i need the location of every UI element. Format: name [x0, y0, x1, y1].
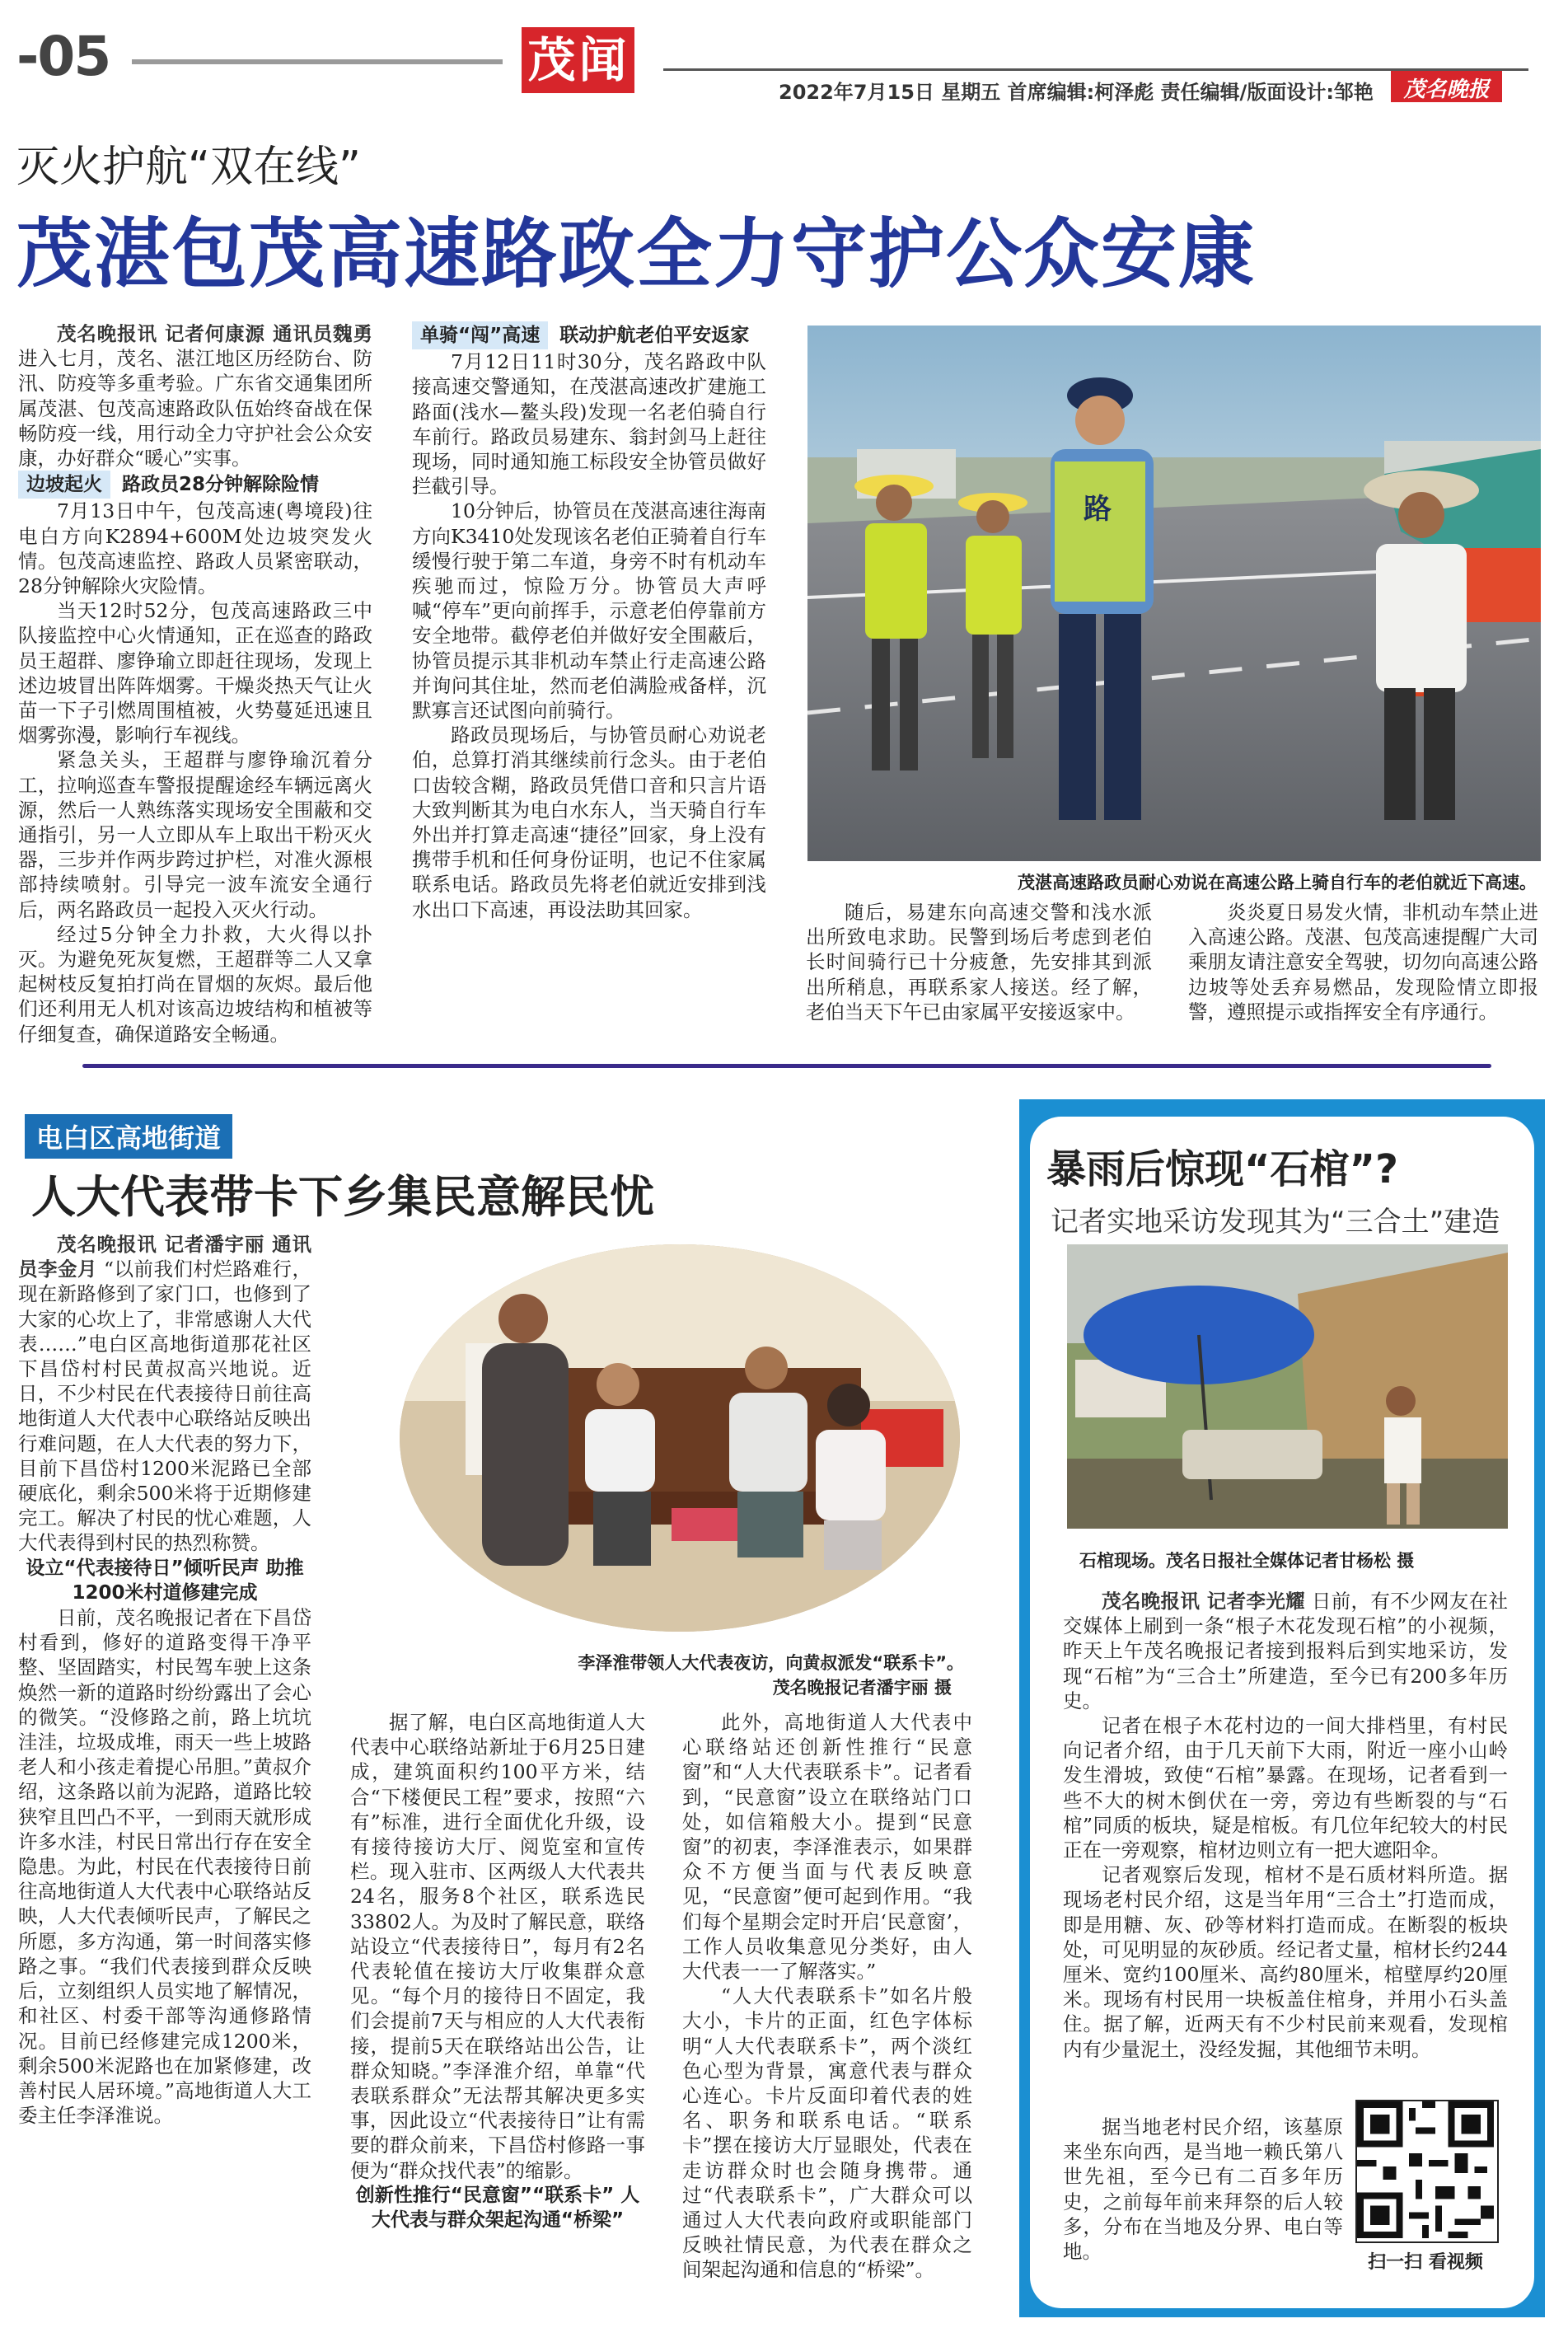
article2-paragraph: 此外，高地街道人大代表中心联络站还创新性推行“民意窗”和“人大代表联系卡”。记者看到，“民意窗”设立在联络站门口处，如信箱般大小。提到“民意窗”的初衷，李泽淮表示，如果群众不方便当面与代表反映意见，“民意窗”便可起到作用。“我们每个星期会定时开启‘民意窗’，工作人员收集意见分类好，由人大代表一一了解落实。” — [682, 1711, 972, 1984]
qr-label: 扫一扫 看视频 — [1368, 2252, 1483, 2273]
header-info: 2022年7月15日 星期五 首席编辑:柯泽彪 责任编辑/版面设计:邹艳 — [779, 81, 1374, 104]
header-rule-left — [132, 59, 503, 64]
article3-subtitle: 记者实地采访发现其为“三合土”建造 — [1051, 1206, 1500, 1239]
article2-column-1 — [18, 1232, 311, 2128]
article1-paragraph: 当天12时52分，包茂高速路政三中队接监控中心火情通知，正在巡查的路政员王超群、廖铮瑜立即赶往现场，发现上述边坡冒出阵阵烟雾。干燥炎热天气让火苗一下子引燃周围植被，火势蔓延迅速且烟雾弥漫，影响行车视线。 — [18, 599, 372, 747]
article1-paragraph: 随后，易建东向高速交警和浅水派出所致电求助。民警到场后考虑到老伯长时间骑行已十分疲惫，先安排其到派出所稍息，再联系家人接送。经了解，老伯当天下午已由家属平安接返家中。 — [806, 901, 1152, 1023]
coffin-photo — [1067, 1244, 1508, 1529]
article2-headline: 人大代表带卡下乡集民意解民忧 — [31, 1171, 654, 1223]
article1-column-3 — [806, 900, 1152, 1024]
article2-paragraph: “人大代表联系卡”如名片般大小，卡片的正面，红色字体标明“人大代表联系卡”，两个淡红色心型为背景，寓意代表与群众心连心。卡片反面印着代表的姓名、职务和联系电话。“联系卡”摆在接访大厅显眼处，代表在走访群众时也会随身携带。通过“代表联系卡”，广大群众可以通过人大代表向政府或职能部门反映社情民意，为代表在群众之间架起沟通和信息的“桥梁”。 — [682, 1984, 972, 2282]
article3-column-top — [1063, 1589, 1508, 2062]
highway-scene — [807, 326, 1541, 861]
article1-paragraph: 炎炎夏日易发火情，非机动车禁止进入高速公路。茂湛、包茂高速提醒广大司乘朋友请注意安全驾驶，切勿向高速公路边坡等处丢弃易燃品，发现险情立即报警，遵照提示或指挥安全有序通行。 — [1188, 901, 1538, 1023]
article1-column-2 — [412, 321, 766, 922]
deputies-photo-caption-2: 茂名晚报记者潘宇丽 摄 — [772, 1678, 952, 1698]
article2-subhead-1: 设立“代表接待日”倾听民声 助推1200米村道修建完成 — [26, 1557, 304, 1604]
article3-column-bottom — [1063, 2115, 1343, 2264]
newspaper-logo-text: 茂名晚报 — [1403, 77, 1490, 102]
article3-paragraph: 记者在根子木花村边的一间大排档里，有村民向记者介绍，由于几天前下大雨，附近一座小山岭发生滑坡，致使“石棺”暴露。在现场，记者看到一些不大的树木倒伏在一旁，旁边有些断裂的与“石棺”同质的板块，疑是棺板。有几位年纪较大的村民正在一旁观察，棺材边则立有一把大遮阳伞。 — [1063, 1714, 1508, 1862]
section-label: 茂闻 — [527, 32, 630, 88]
page-number: -05 — [16, 25, 110, 88]
article3-headline: 暴雨后惊现“石棺”? — [1046, 1146, 1398, 1192]
coffin-scene — [1067, 1244, 1508, 1529]
article2-paragraph: “以前我们村烂路难行，现在新路修到了家门口，也修到了大家的心坎上了，非常感谢人大代表……”电白区高地街道那花社区下昌岱村村民黄叔高兴地说。近日，不少村民在代表接待日前往高地街道人大代表中心联络站反映出行难问题，在人大代表的努力下，目前下昌岱村1200米泥路已全部硬底化，剩余500米将于近期修建完工。解决了村民的忧心难题，人大代表得到村民的热烈称赞。 — [18, 1258, 311, 1555]
article1-paragraph: 7月13日中午，包茂高速(粤境段)往电白方向K2894+600M处边坡突发火情。包茂高速监控、路政人员紧密联动，28分钟解除火灾险情。 — [18, 499, 372, 598]
deputies-scene — [400, 1244, 960, 1632]
subhead-text: 联动护航老伯平安返家 — [559, 325, 750, 346]
subhead-tag: 边坡起火 — [18, 471, 110, 499]
article1-paragraph: 紧急关头，王超群与廖铮瑜沉着分工，拉响巡查车警报提醒途经车辆远离火源，然后一人熟练落实现场安全围蔽和交通指引，另一人立即从车上取出干粉灭火器，三步并作两步跨过护栏，对准火源根部持续喷射。引导完一波车流安全通行后，两名路政员一起投入灭火行动。 — [18, 748, 372, 921]
subhead-tag: 单骑“闯”高速 — [412, 321, 548, 349]
district-tag: 电白区高地街道 — [25, 1114, 232, 1159]
highway-photo-caption: 茂湛高速路政员耐心劝说在高速公路上骑自行车的老伯就近下高速。 — [1018, 873, 1537, 892]
article2-column-2 — [350, 1710, 645, 2232]
article1-paragraph: 7月12日11时30分，茂名路政中队接高速交警通知，在茂湛高速改扩建施工路面(浅水—鳌头段)发现一名老伯骑自行车前行。路政员易建东、翁封剑马上赶往现场，同时通知施工标段安全协管员做好拦截引导。 — [412, 350, 766, 499]
article1-headline: 茂湛包茂高速路政全力守护公众安康 — [16, 210, 1257, 298]
article3-paragraph: 记者观察后发现，棺材不是石质材料所造。据现场老村民介绍，这是当年用“三合土”打造而成，即是用糖、灰、砂等材料打造而成。在断裂的板块处，可见明显的灰砂质。经记者丈量，棺材长约244厘米、宽约100厘米、高约80厘米，棺壁厚约20厘米。现场有村民用一块板盖住棺身，并用小石头盖住。据了解，近两天有不少村民前来观看，发现棺内有少量泥土，没经发掘，其他细节未明。 — [1063, 1863, 1508, 2061]
article2-byline: 茂名晚报讯 记者潘宇丽 通讯员李金月 — [18, 1233, 311, 1281]
article1-column-1 — [18, 321, 372, 1047]
article3-paragraph: 据当地老村民介绍，该墓原来坐东向西，是当地一赖氏第八世先祖，至今已有二百多年历史，之前每年前来拜祭的后人较多，分布在当地及分界、电白等地。 — [1063, 2115, 1343, 2264]
deputies-photo — [400, 1244, 960, 1632]
article2-paragraph: 日前，茂名晚报记者在下昌岱村看到，修好的道路变得干净平整、坚固踏实，村民驾车驶上这条焕然一新的道路时纷纷露出了会心的微笑。“没修路之前，路上坑坑洼洼，垃圾成堆，雨天一些上坡路老人和小孩走着提心吊胆。”黄叔介绍，这条路以前为泥路，道路比较狭窄且凹凸不平，一到雨天就形成许多水洼，村民日常出行存在安全隐患。为此，村民在代表接待日前往高地街道人大代表中心联络站反映，人大代表倾听民声，了解民之所愿，多方沟通，第一时间落实修路之事。“我们代表接到群众反映后，立刻组织人员实地了解情况，和社区、村委干部等沟通修路情况。目前已经修建完成1200米，剩余500米泥路也在加紧修建，改善村民人居环境。”高地街道人大工委主任李泽淮说。 — [18, 1606, 311, 2128]
qr-pattern — [1357, 2101, 1494, 2238]
article1-column-4 — [1188, 900, 1538, 1024]
article1-paragraph: 经过5分钟全力扑救，大火得以扑灭。为避免死灰复燃，王超群等二人又拿起树枝反复拍打尚在冒烟的灰烬。最后他们还利用无人机对该高边坡结构和植被等仔细复查，确保道路安全畅通。 — [18, 922, 372, 1046]
article2-subhead-2: 创新性推行“民意窗”“联系卡” 人大代表与群众架起沟通“桥梁” — [355, 2184, 640, 2232]
article1-paragraph: 10分钟后，协管员在茂湛高速往海南方向K3410处发现该名老伯正骑着自行车缓慢行驶于第二车道，身旁不时有机动车疾驰而过，惊险万分。协管员大声呼喊“停车”更向前挥手，示意老伯停靠前方安全地带。截停老伯并做好安全围蔽后，协管员提示其非机动车禁止行走高速公路并询问其住址，然而老伯满脸戒备样，沉默寡言还试图向前骑行。 — [412, 499, 766, 723]
coffin-photo-caption: 石棺现场。茂名日报社全媒体记者甘杨松 摄 — [1079, 1551, 1415, 1571]
article2-column-3 — [682, 1710, 972, 2283]
highway-photo — [807, 326, 1541, 861]
article1-paragraph: 路政员现场后，与协管员耐心劝说老伯，总算打消其继续前行念头。由于老伯口齿较含糊，路政员凭借口音和只言片语大致判断其为电白水东人，当天骑自行车外出并打算走高速“捷径”回家，身上没有携带手机和任何身份证明，也记不住家属联系电话。路政员先将老伯就近安排到浅水出口下高速，再设法助其回家。 — [412, 724, 766, 921]
section-divider — [82, 1064, 1491, 1068]
vest-sign: 路 — [1084, 493, 1112, 526]
article1-paragraph: 进入七月，茂名、湛江地区历经防台、防汛、防疫等多重考验。广东省交通集团所属茂湛、包茂高速路政队伍始终奋战在保畅防疫一线，用行动全力守护社会公众安康，办好群众“暖心”实事。 — [18, 347, 372, 471]
article1-kicker: 灭火护航“双在线” — [16, 143, 361, 192]
article2-paragraph: 据了解，电白区高地街道人大代表中心联络站新址于6月25日建成，建筑面积约100平方米，结合“下楼便民工程”要求，按照“六有”标准，进行全面优化升级，设有接待接访大厅、阅览室和宣传栏。现入驻市、区两级人大代表共24名，服务8个社区，联系选民33802人。为及时了解民意，联络站设立“代表接待日”，每月有2名代表轮值在接访大厅收集群众意见。“每个月的接待日不固定，我们会提前7天与相应的人大代表衔接，提前5天在联络站出公告，让群众知晓。”李泽淮介绍，单靠“代表联系群众”无法帮其解决更多实事，因此设立“代表接待日”让有需要的群众前来，下昌岱村修路一事便为“群众找代表”的缩影。 — [350, 1711, 645, 2182]
article3-byline: 茂名晚报讯 记者李光耀 — [1102, 1590, 1306, 1613]
subhead-text: 路政员28分钟解除险情 — [122, 474, 320, 496]
article3-paragraph: 日前，有不少网友在社交媒体上刷到一条“根子木花发现石棺”的小视频，昨天上午茂名晚报记者接到报料后到实地采访，发现“石棺”为“三合土”所建造，至今已有200多年历史。 — [1063, 1590, 1508, 1712]
article1-byline: 茂名晚报讯 记者何康源 通讯员魏勇 — [57, 322, 372, 345]
deputies-photo-caption-1: 李泽淮带领人大代表夜访，向黄叔派发“联系卡”。 — [578, 1653, 964, 1673]
qr-code[interactable] — [1355, 2100, 1499, 2243]
